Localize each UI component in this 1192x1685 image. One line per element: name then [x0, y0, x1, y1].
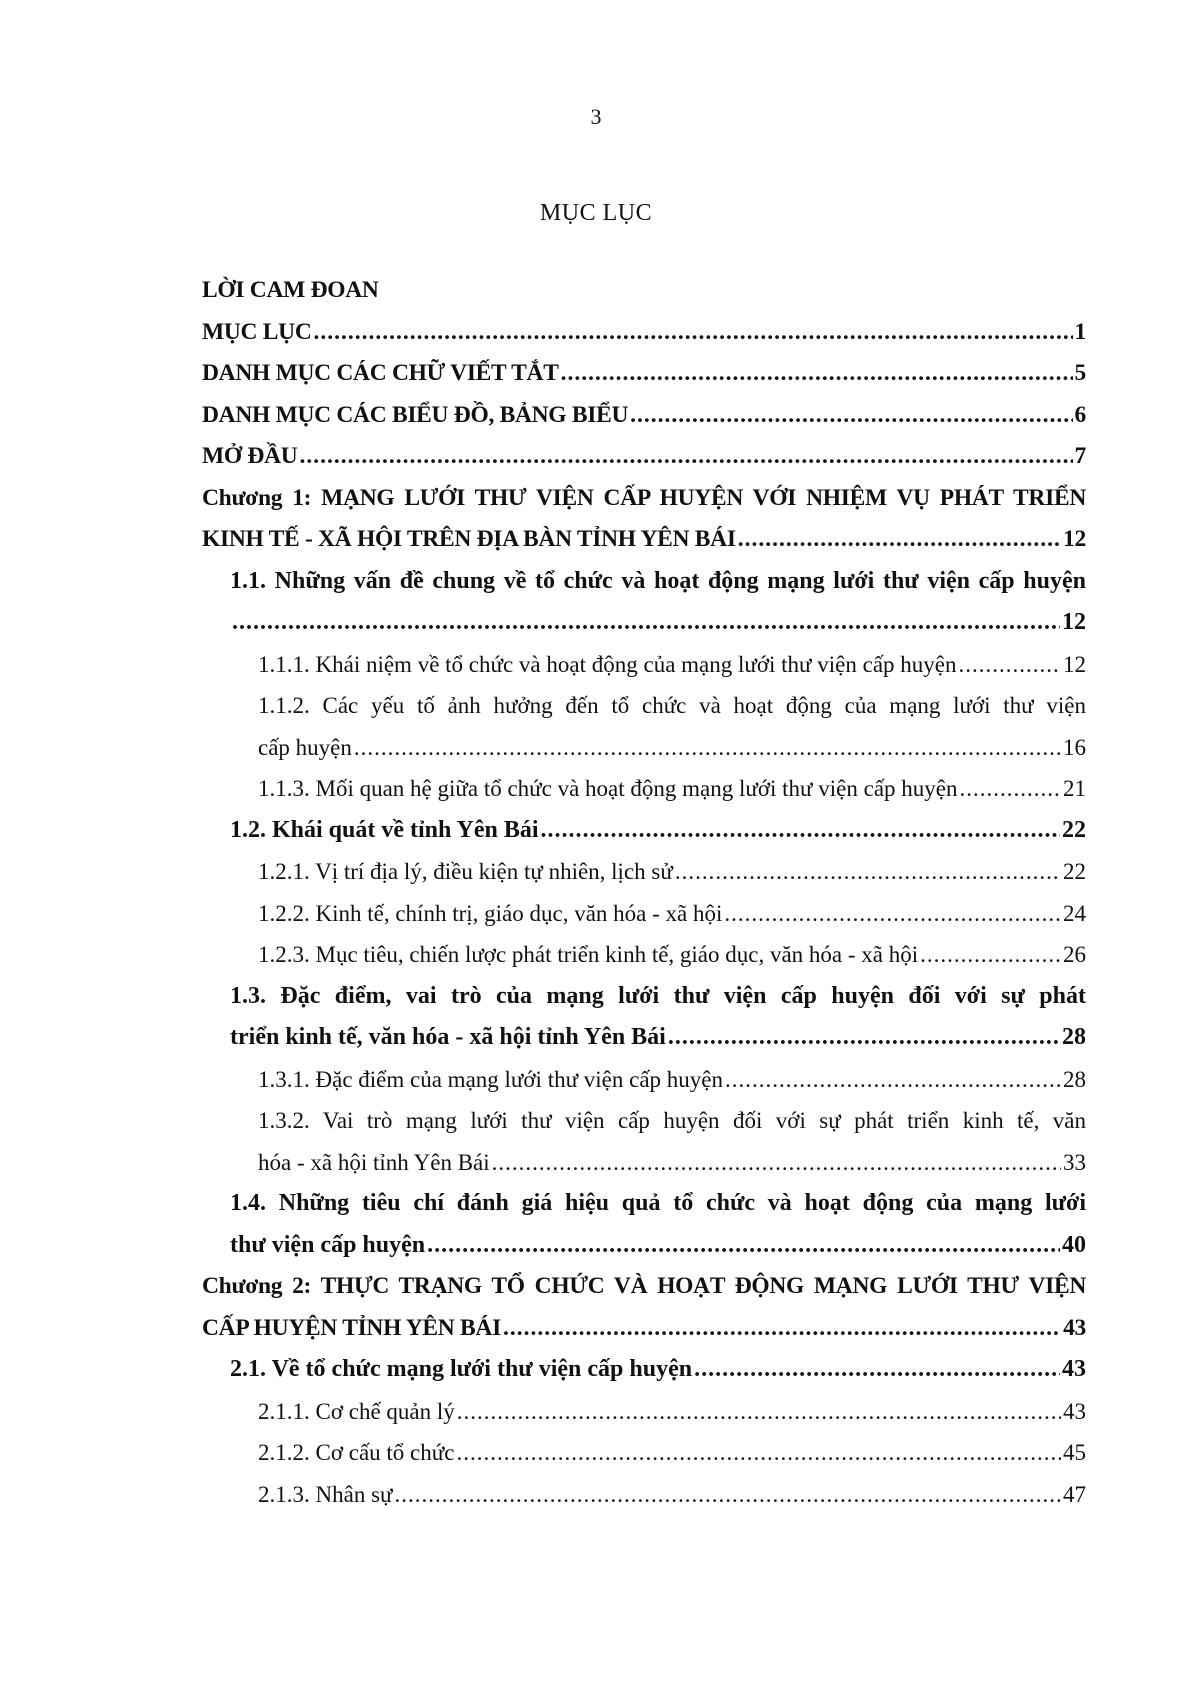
dot-leader: [630, 395, 1072, 437]
toc-entry-text: MỤC LỤC: [202, 318, 312, 345]
dot-leader: [675, 851, 1061, 893]
toc-entry-text: 2.1.2. Cơ cấu tổ chức: [258, 1440, 455, 1465]
toc-entry-1-3-2[interactable]: [202, 1100, 1086, 1183]
dot-leader: [232, 602, 1060, 644]
toc-entry-mo-dau[interactable]: [202, 436, 1086, 478]
toc-entry-1-2[interactable]: [202, 810, 1086, 852]
toc-entry-page: 40: [1062, 1231, 1086, 1258]
toc-entry-1-4[interactable]: [202, 1183, 1086, 1266]
toc-entry-text-line1: 1.3. Đặc điểm, vai trò của mạng lưới thư viện cấp huyện đối với sự phát: [230, 982, 1086, 1009]
toc-entry-text: 1.3.1. Đặc điểm của mạng lưới thư viện cấp huyện: [258, 1066, 724, 1092]
toc-entry-text-line2: KINH TẾ - XÃ HỘI TRÊN ĐỊA BÀN TỈNH YÊN BÁI: [202, 526, 736, 552]
toc-entry-page: 22: [1062, 816, 1086, 843]
toc-entry-1-2-2[interactable]: [202, 893, 1086, 935]
dot-leader: [457, 1391, 1061, 1433]
toc-entry-text: 2.1.3. Nhân sự: [258, 1481, 393, 1507]
toc-entry-1-3[interactable]: [202, 976, 1086, 1059]
toc-entry-page: 6: [1074, 401, 1086, 428]
toc-entry-text-line1: 1.3.2. Vai trò mạng lưới thư viện cấp huyện đối với sự phát triển kinh tế, văn: [258, 1108, 1086, 1133]
toc-entry-chuong-1[interactable]: [202, 478, 1086, 561]
toc-entry-text: DANH MỤC CÁC CHỮ VIẾT TẮT: [202, 360, 559, 386]
toc-entry-page: 5: [1074, 360, 1086, 386]
dot-leader: [503, 1308, 1061, 1350]
dot-leader: [314, 312, 1073, 354]
toc-entry-text-line2: cấp huyện: [258, 734, 352, 760]
toc-entry-text: 1.2.2. Kinh tế, chính trị, giáo dục, văn hóa - xã hội: [258, 900, 723, 926]
toc-entry-page: 12: [1063, 651, 1086, 677]
toc-entry-page: 26: [1063, 942, 1086, 967]
toc-entry-text-line1: Chương 2: THỰC TRẠNG TỔ CHỨC VÀ HOẠT ĐỘNG MẠNG LƯỚI THƯ VIỆN: [202, 1273, 1086, 1299]
toc-entry-text: 1.2. Khái quát về tỉnh Yên Bái: [230, 816, 539, 843]
toc-entry-1-3-1[interactable]: [202, 1059, 1086, 1101]
toc-entry-chuong-2[interactable]: [202, 1266, 1086, 1349]
toc-entry-2-1[interactable]: [202, 1349, 1086, 1391]
toc-entry-text: LỜI CAM ĐOAN: [202, 277, 379, 303]
page-number: 3: [590, 104, 602, 129]
toc-entry-text: MỞ ĐẦU: [202, 443, 298, 469]
toc-entry-danh-muc-chu-viet-tat[interactable]: [202, 353, 1086, 395]
toc-title: MỤC LỤC: [539, 200, 653, 226]
toc-entry-text: 1.1.1. Khái niệm về tổ chức và hoạt động của mạng lưới thư viện cấp huyện: [258, 651, 957, 677]
dot-leader: [299, 436, 1072, 478]
toc-entry-page: 12: [1063, 526, 1086, 552]
dot-leader: [920, 934, 1061, 976]
toc-entry-loi-cam-doan[interactable]: [202, 270, 1086, 312]
toc-entry-1-1-2[interactable]: [202, 685, 1086, 768]
dot-leader: [492, 1142, 1061, 1184]
dot-leader: [724, 893, 1061, 935]
toc-entry-page: 24: [1063, 900, 1086, 926]
toc-entry-page: 1: [1074, 318, 1086, 345]
toc-entry-text-line1: 1.4. Những tiêu chí đánh giá hiệu quả tổ chức và hoạt động của mạng lưới: [230, 1190, 1086, 1216]
toc-entry-text: 2.1.1. Cơ chế quản lý: [258, 1398, 455, 1424]
dot-leader: [354, 727, 1061, 769]
toc-entry-text: 1.1.3. Mối quan hệ giữa tổ chức và hoạt động mạng lưới thư viện cấp huyện: [258, 776, 958, 801]
dot-leader: [561, 353, 1073, 395]
toc-entry-1-2-1[interactable]: [202, 851, 1086, 893]
toc-entry-text-line2: triển kinh tế, văn hóa - xã hội tỉnh Yên Bái: [230, 1024, 666, 1050]
toc-entry-text-line2: CẤP HUYỆN TỈNH YÊN BÁI: [202, 1314, 501, 1341]
toc-entry-page: 12: [1062, 609, 1086, 635]
table-of-contents: [202, 270, 1086, 1515]
toc-entry-text-line1: 1.1. Những vấn đề chung về tổ chức và hoạt động mạng lưới thư viện cấp huyện: [230, 567, 1086, 594]
toc-entry-text-line1: Chương 1: MẠNG LƯỚI THƯ VIỆN CẤP HUYỆN VỚI NHIỆM VỤ PHÁT TRIỂN: [202, 484, 1086, 511]
toc-entry-text: 2.1. Về tổ chức mạng lưới thư viện cấp huyện: [230, 1356, 693, 1382]
toc-entry-page: 7: [1074, 443, 1086, 469]
toc-entry-page: 43: [1063, 1314, 1086, 1341]
dot-leader: [668, 1017, 1060, 1059]
dot-leader: [694, 1349, 1060, 1391]
toc-entry-page: 47: [1063, 1481, 1086, 1507]
dot-leader: [725, 1059, 1061, 1101]
toc-entry-danh-muc-bieu-do[interactable]: [202, 395, 1086, 437]
dot-leader: [738, 519, 1061, 561]
dot-leader: [427, 1225, 1060, 1267]
dot-leader: [959, 644, 1062, 686]
toc-entry-1-1[interactable]: [202, 561, 1086, 644]
toc-entry-page: 43: [1062, 1356, 1086, 1382]
toc-entry-2-1-2[interactable]: [202, 1432, 1086, 1474]
dot-leader: [456, 1432, 1061, 1474]
toc-entry-text: DANH MỤC CÁC BIỂU ĐỒ, BẢNG BIỂU: [202, 401, 629, 428]
toc-entry-1-1-3[interactable]: [202, 768, 1086, 810]
toc-entry-page: 45: [1063, 1440, 1086, 1465]
toc-entry-page: 22: [1063, 859, 1086, 884]
toc-entry-2-1-3[interactable]: [202, 1474, 1086, 1516]
toc-entry-page: 21: [1063, 776, 1086, 801]
toc-entry-2-1-1[interactable]: [202, 1391, 1086, 1433]
toc-entry-text-line2: thư viện cấp huyện: [230, 1231, 426, 1258]
toc-entry-page: 28: [1062, 1024, 1086, 1050]
dot-leader: [960, 768, 1062, 810]
toc-entry-page: 28: [1063, 1066, 1086, 1092]
toc-entry-text-line1: 1.1.2. Các yếu tố ảnh hưởng đến tổ chức và hoạt động của mạng lưới thư viện: [258, 693, 1086, 718]
toc-entry-page: 16: [1063, 734, 1086, 760]
toc-entry-text: 1.2.3. Mục tiêu, chiến lược phát triển kinh tế, giáo dục, văn hóa - xã hội: [258, 942, 919, 967]
toc-entry-1-2-3[interactable]: [202, 934, 1086, 976]
toc-entry-text-line2: hóa - xã hội tỉnh Yên Bái: [258, 1149, 490, 1175]
toc-entry-page: 43: [1063, 1398, 1086, 1424]
toc-entry-page: 33: [1063, 1149, 1086, 1175]
toc-entry-1-1-1[interactable]: [202, 644, 1086, 686]
toc-entry-text: 1.2.1. Vị trí địa lý, điều kiện tự nhiên, lịch sử: [258, 859, 673, 884]
dot-leader: [541, 810, 1061, 852]
toc-entry-muc-luc[interactable]: [202, 312, 1086, 354]
dot-leader: [395, 1474, 1062, 1516]
